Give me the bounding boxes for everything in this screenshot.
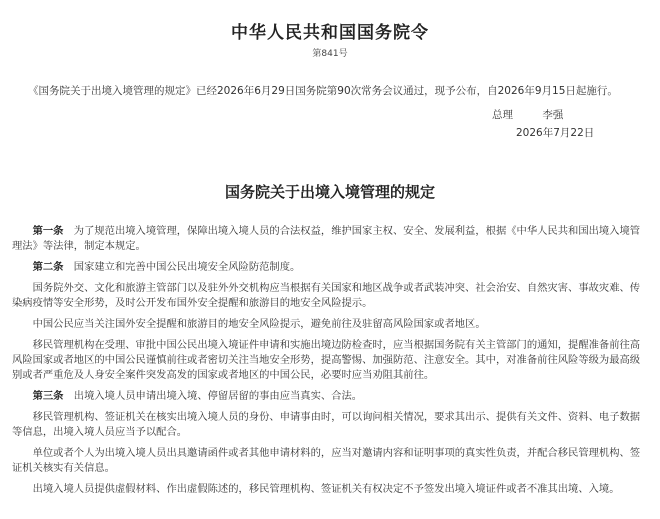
announcement: 《国务院关于出境入境管理的规定》已经2026年6月29日国务院第90次常务会议通过，现予公布，自2026年9月15日起施行。 — [28, 85, 618, 97]
paragraph — [12, 224, 648, 254]
paragraph — [12, 482, 648, 497]
paragraph-text: 单位或者个人为出境入境人员出具邀请函件或者其他申请材料的，应当对邀请内容和证明事项的真实性负责，并配合移民管理机构、签证机关核实有关信息。 — [12, 447, 641, 474]
signatory-name: 李强 — [542, 109, 564, 121]
article-number: 第二条 — [32, 261, 64, 273]
paragraph-text: 国家建立和完善中国公民出境安全风险防范制度。 — [73, 261, 301, 273]
article-number: 第三条 — [32, 390, 64, 402]
paragraph-text: 国务院外交、文化和旅游主管部门以及驻外外交机构应当根据有关国家和地区战争或者武装冲突、社会治安、自然灾害、事故灾难、传染病疫情等安全形势，及时公开发布国外安全提醒和旅游目的地安全风险提示。 — [12, 282, 641, 309]
document-body — [12, 224, 648, 503]
paragraph — [12, 338, 648, 383]
paragraph — [12, 389, 648, 404]
order-title: 中华人民共和国国务院令 — [231, 23, 429, 43]
paragraph-text: 中国公民应当关注国外安全提醒和旅游目的地安全风险提示，避免前往及驻留高风险国家或者地区。 — [32, 318, 486, 330]
paragraph — [12, 260, 648, 275]
paragraph-text: 出境入境人员提供虚假材料、作出虚假陈述的，移民管理机构、签证机关有权决定不予签发出境入境证件或者不准其出境、入境。 — [32, 483, 620, 495]
sign-date: 2026年7月22日 — [516, 127, 595, 139]
document-title: 国务院关于出境入境管理的规定 — [224, 183, 435, 201]
paragraph-text: 为了规范出境入境管理，保障出境入境人员的合法权益，维护国家主权、安全、发展利益，根据《中华人民共和国出境入境管理法》等法律，制定本规定。 — [12, 225, 641, 252]
paragraph-text: 出境入境人员申请出境入境、停留居留的事由应当真实、合法。 — [73, 390, 363, 402]
article-number: 第一条 — [32, 225, 64, 237]
paragraph-text: 移民管理机构在受理、审批中国公民出境入境证件申请和实施出境边防检查时，应当根据国务院有关主管部门的通知，提醒准备前往高风险国家或者地区的中国公民谨慎前往或者密切关注当地安全形势，提高警惕、加强防范、注意安全。其中，对准备前往风险等级为最高级别或者严重危及人身安全案件突发高发的国家或者地区的中国公民，必要时应当劝阻其前往。 — [12, 339, 641, 381]
signature-block — [492, 108, 563, 122]
paragraph — [12, 317, 648, 332]
paragraph — [12, 281, 648, 311]
paragraph — [12, 446, 648, 476]
paragraph-text: 移民管理机构、签证机关在核实出境入境人员的身份、申请事由时，可以询问相关情况，要求其出示、提供有关文件、资料、电子数据等信息，出境入境人员应当予以配合。 — [12, 411, 641, 438]
signatory-title: 总理 — [492, 109, 513, 121]
order-number: 第841号 — [312, 49, 348, 59]
paragraph — [12, 410, 648, 440]
